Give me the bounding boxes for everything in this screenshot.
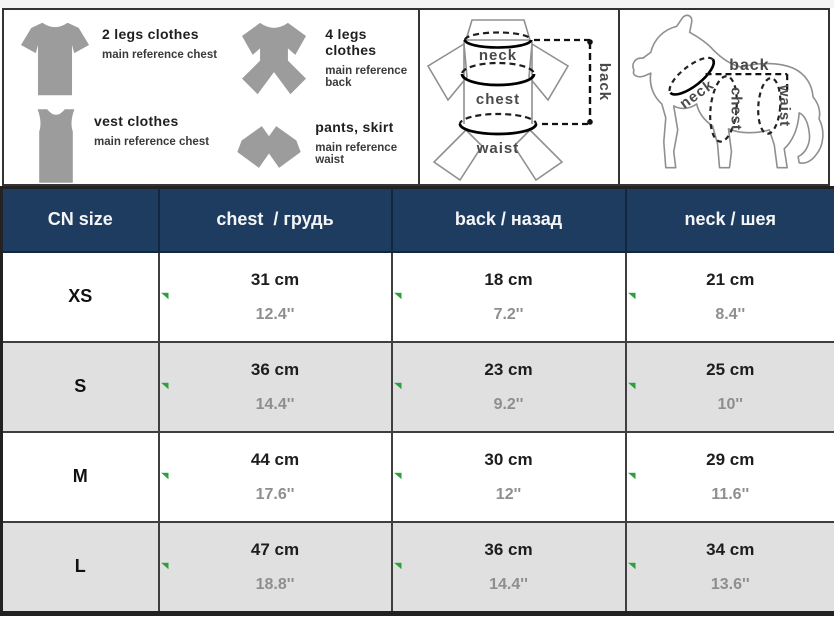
pants-icon	[233, 105, 305, 184]
chest-cell	[159, 522, 392, 614]
cm-value: 31 cm	[250, 269, 300, 289]
cell-marker-icon	[394, 472, 402, 479]
legend-text	[315, 105, 416, 184]
legend-text	[102, 18, 217, 97]
legend-subtitle: main reference chest	[102, 49, 218, 61]
cm-value: 36 cm	[484, 539, 533, 559]
inch-value: 7.2''	[493, 305, 524, 323]
size-label: S	[2, 342, 159, 432]
cm-value: 30 cm	[484, 449, 533, 469]
header-chest: chest / грудь	[159, 188, 392, 252]
cm-value: 34 cm	[706, 539, 755, 559]
neck-cell	[626, 252, 834, 342]
chest-cell	[159, 252, 392, 342]
inch-value: 12.4''	[255, 305, 295, 323]
header-cn-size: CN size	[2, 188, 159, 252]
size-label: L	[2, 522, 159, 614]
cm-value: 25 cm	[706, 359, 755, 379]
garment-diagram-svg	[420, 10, 620, 184]
neck-cell	[626, 342, 834, 432]
clothing-type-legend	[4, 10, 420, 184]
inch-value: 18.8''	[255, 575, 295, 593]
legend-item-4-legs	[219, 10, 418, 97]
legend-title: vest clothes	[94, 113, 179, 129]
inch-value: 13.6''	[710, 575, 750, 593]
garment-chest-label: chest	[475, 91, 521, 108]
dog-diagram-svg	[620, 10, 828, 184]
chest-cell	[159, 432, 392, 522]
cm-value: 29 cm	[706, 449, 755, 469]
inch-value: 14.4''	[255, 395, 295, 413]
table-header-row	[2, 188, 834, 252]
table-row-m	[2, 432, 834, 522]
garment-neck-label: neck	[478, 47, 518, 64]
cm-value: 18 cm	[484, 269, 533, 289]
back-cell	[392, 252, 626, 342]
size-label: XS	[2, 252, 159, 342]
cell-marker-icon	[161, 382, 169, 389]
legend-text	[94, 105, 209, 184]
cell-marker-icon	[628, 292, 636, 299]
cm-value: 23 cm	[484, 359, 533, 379]
header-neck: neck / шея	[626, 188, 834, 252]
inch-value: 12''	[495, 485, 522, 503]
cell-marker-icon	[628, 472, 636, 479]
inch-value: 9.2''	[493, 395, 524, 413]
cell-marker-icon	[161, 292, 169, 299]
table-row-l	[2, 522, 834, 614]
size-table	[0, 186, 834, 616]
legend-title: 4 legs clothes	[325, 26, 377, 58]
garment-back-label: back	[596, 62, 613, 102]
legend-title: 2 legs clothes	[102, 26, 199, 42]
cell-marker-icon	[161, 472, 169, 479]
neck-cell	[626, 432, 834, 522]
cm-value: 21 cm	[706, 269, 755, 289]
cell-marker-icon	[628, 382, 636, 389]
vest-icon	[18, 105, 84, 184]
tshirt-icon	[18, 18, 92, 97]
legend-title: pants, skirt	[315, 119, 394, 135]
chest-cell	[159, 342, 392, 432]
dog-neck-label: neck	[676, 76, 718, 113]
top-margin-strip	[0, 0, 834, 8]
legend-item-vest	[4, 97, 219, 184]
legend-subtitle: main reference chest	[94, 136, 210, 148]
legend-text	[325, 18, 416, 97]
legend-grid	[4, 10, 418, 184]
cm-value: 47 cm	[250, 539, 300, 559]
size-label: M	[2, 432, 159, 522]
back-cell	[392, 432, 626, 522]
dog-back-label: back	[729, 57, 770, 75]
legend-item-2-legs	[4, 10, 219, 97]
cell-marker-icon	[628, 562, 636, 569]
garment-measurement-diagram	[420, 10, 620, 184]
dog-measurement-diagram	[620, 10, 828, 184]
cell-marker-icon	[394, 292, 402, 299]
inch-value: 10''	[717, 395, 743, 413]
four-legs-suit-icon	[233, 18, 315, 97]
cm-value: 44 cm	[250, 449, 300, 469]
inch-value: 14.4''	[489, 575, 528, 593]
table-row-xs	[2, 252, 834, 342]
inch-value: 11.6''	[711, 485, 750, 503]
table-row-s	[2, 342, 834, 432]
cell-marker-icon	[161, 562, 169, 569]
legend-subtitle: main reference back	[325, 65, 408, 89]
legend-item-pants	[219, 97, 418, 184]
back-cell	[392, 342, 626, 432]
back-cell	[392, 522, 626, 614]
illustration-panels	[2, 8, 830, 186]
dog-waist-label: waist	[776, 84, 794, 128]
garment-waist-label: waist	[476, 140, 520, 157]
inch-value: 8.4''	[715, 305, 746, 323]
cell-marker-icon	[394, 562, 402, 569]
cm-value: 36 cm	[250, 359, 300, 379]
dog-chest-label: chest	[727, 86, 745, 131]
header-back: back / назад	[392, 188, 626, 252]
legend-subtitle: main reference waist	[315, 142, 398, 166]
inch-value: 17.6''	[255, 485, 295, 503]
cell-marker-icon	[394, 382, 402, 389]
neck-cell	[626, 522, 834, 614]
